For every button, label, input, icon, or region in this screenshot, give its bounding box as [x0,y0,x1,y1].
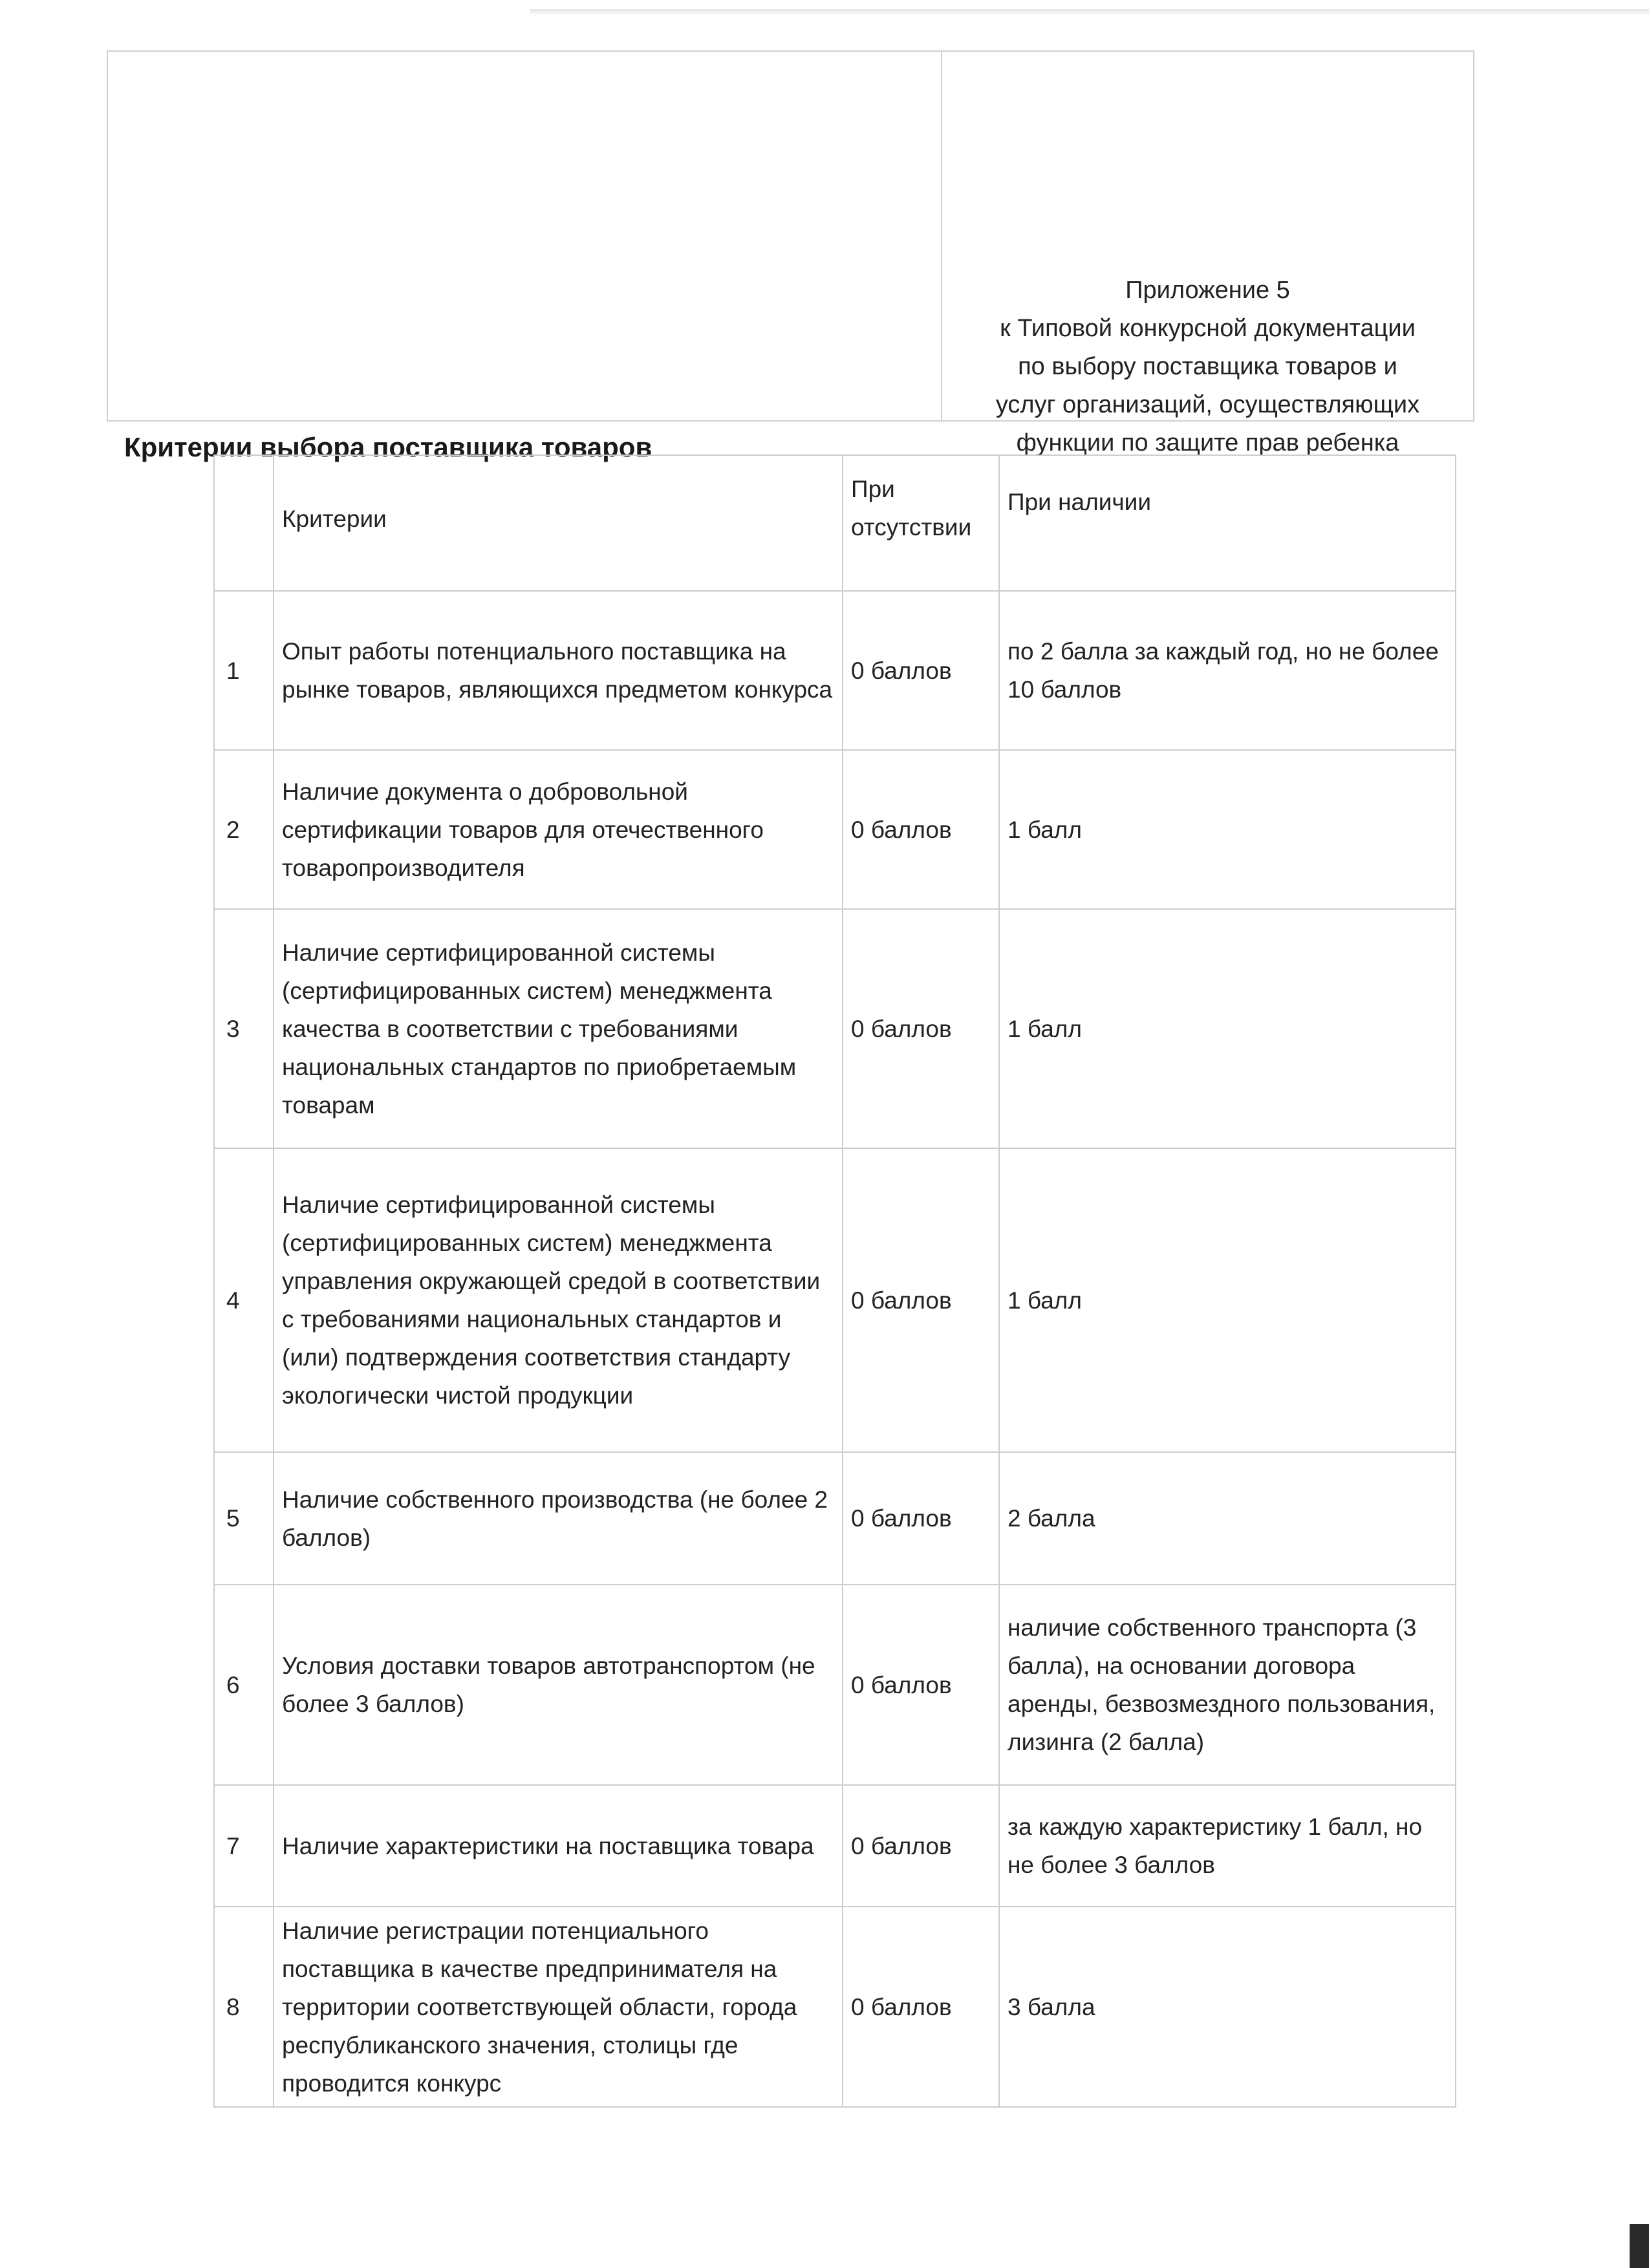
header-number [214,455,274,591]
row-criteria: Наличие сертифицированной системы (сертифицированных систем) менеджмента качества в соответствии с требованиями национальных стандартов по приобретаемым товарам [274,909,843,1148]
row-present-score: по 2 балла за каждый год, но не более 10 баллов [999,591,1456,750]
appendix-header-cell [942,52,1473,456]
row-criteria: Наличие сертифицированной системы (сертифицированных систем) менеджмента управления окружающей средой в соответствии с требованиями национальных стандартов и (или) подтверждения соответствия стандарту экологически чистой продукции [274,1148,843,1452]
appendix-line: услуг организаций, осуществляющих [995,391,1420,418]
row-number: 4 [214,1148,274,1452]
row-present-score: за каждую характеристику 1 балл, но не более 3 баллов [999,1785,1456,1907]
table-row [214,909,1456,1148]
table-row [214,750,1456,909]
header-present: При наличии [999,455,1456,591]
row-absent-score: 0 баллов [843,1452,999,1585]
header-absent: При отсутствии [843,455,999,591]
row-present-score: наличие собственного транспорта (3 балла), на основании договора аренды, безвозмездного пользования, лизинга (2 балла) [999,1585,1456,1785]
row-number: 7 [214,1785,274,1907]
row-number: 2 [214,750,274,909]
document-title: Критерии выбора поставщика товаров [124,432,652,462]
appendix-line: по выбору поставщика товаров и [1018,353,1397,380]
table-row [214,1785,1456,1907]
table-row [214,1585,1456,1785]
row-present-score: 1 балл [999,750,1456,909]
table-row [214,1907,1456,2107]
row-criteria: Наличие регистрации потенциального поставщика в качестве предпринимателя на территории соответствующей области, города республиканского значения, столицы где проводится конкурс [274,1907,843,2107]
appendix-note [942,272,1473,462]
scan-edge-mark [1630,2224,1649,2268]
table-row [214,591,1456,750]
appendix-header-empty-cell [108,52,942,420]
row-present-score: 1 балл [999,909,1456,1148]
row-present-score: 3 балла [999,1907,1456,2107]
row-criteria: Наличие собственного производства (не более 2 баллов) [274,1452,843,1585]
appendix-line: функции по защите прав ребенка [1016,429,1399,456]
table-header-row [214,455,1456,591]
row-number: 3 [214,909,274,1148]
row-absent-score: 0 баллов [843,1585,999,1785]
criteria-table [213,455,1456,2108]
row-absent-score: 0 баллов [843,1785,999,1907]
row-number: 5 [214,1452,274,1585]
table-row [214,1148,1456,1452]
row-criteria: Наличие характеристики на поставщика товара [274,1785,843,1907]
row-criteria: Опыт работы потенциального поставщика на рынке товаров, являющихся предметом конкурса [274,591,843,750]
table-row [214,1452,1456,1585]
row-absent-score: 0 баллов [843,750,999,909]
row-absent-score: 0 баллов [843,1148,999,1452]
appendix-line: Приложение 5 [1125,277,1290,304]
row-criteria: Условия доставки товаров автотранспортом (не более 3 баллов) [274,1585,843,1785]
row-number: 8 [214,1907,274,2107]
row-present-score: 1 балл [999,1148,1456,1452]
row-number: 1 [214,591,274,750]
row-absent-score: 0 баллов [843,591,999,750]
row-present-score: 2 балла [999,1452,1456,1585]
scan-edge-shadow [530,9,1649,16]
row-absent-score: 0 баллов [843,909,999,1148]
row-criteria: Наличие документа о добровольной сертификации товаров для отечественного товаропроизводителя [274,750,843,909]
row-absent-score: 0 баллов [843,1907,999,2107]
header-criteria: Критерии [274,455,843,591]
row-number: 6 [214,1585,274,1785]
appendix-line: к Типовой конкурсной документации [1000,315,1416,342]
